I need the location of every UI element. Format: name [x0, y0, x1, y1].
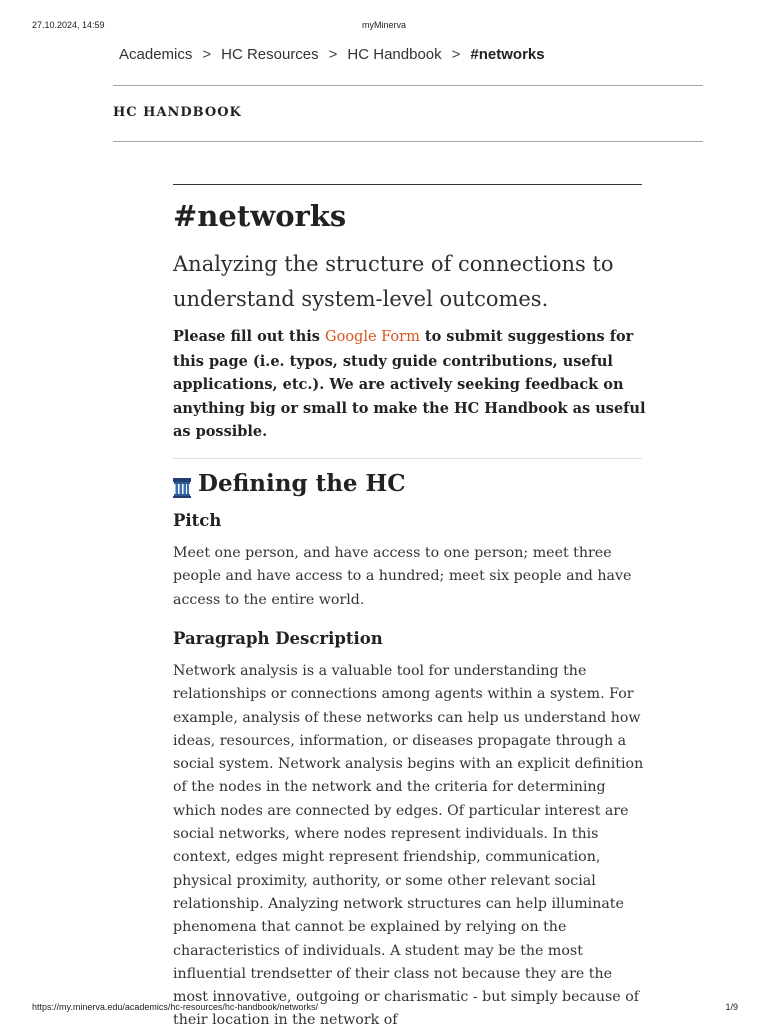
title-divider	[173, 184, 642, 185]
print-footer	[0, 984, 768, 1024]
google-form-link[interactable]: Google Form	[325, 329, 420, 345]
notice-text-after: to submit suggestions for this page (i.e. typos, study guide contributions, useful applications, etc.). We are actively seeking feedback on anything big or small to make the HC Handbook as useful as possible.	[173, 328, 646, 440]
divider	[173, 458, 642, 459]
print-datetime: 27.10.2024, 14:59	[32, 20, 105, 30]
print-window-title: myMinerva	[361, 20, 406, 30]
page-title: #networks	[173, 199, 347, 233]
section-label: HC HANDBOOK	[113, 105, 242, 120]
breadcrumb-separator: >	[451, 46, 461, 63]
feedback-notice	[173, 325, 648, 444]
pillar-icon	[173, 474, 191, 494]
breadcrumb-academics[interactable]: Academics	[119, 46, 193, 63]
pitch-heading: Pitch	[173, 511, 222, 530]
paragraph-description-text: Network analysis is a valuable tool for understanding the relationships or connections among agents within a system. For example, analysis of these networks can help us understand how ideas, resources, information, or diseases propagate through a social system. Network analysis begins with an explicit definition of the nodes in the network and the criteria for determining which nodes are connected by edges. Of particular interest are social networks, where nodes represent individuals. In this context, edges might represent friendship, communication, physical proximity, authority, or some other relevant social relationship. Analyzing network structures can help illuminate phenomena that cannot be explained by relying on the characteristics of individuals. A student may be the most influential trendsetter of their class not because they are the most innovative, outgoing or charismatic - but simply because of their location in the network of	[173, 663, 644, 1029]
breadcrumb-hc-handbook[interactable]: HC Handbook	[347, 46, 442, 63]
page-subtitle: Analyzing the structure of connections to understand system-level outcomes.	[173, 252, 614, 311]
breadcrumb-hc-resources[interactable]: HC Resources	[221, 46, 319, 63]
defining-heading	[173, 467, 643, 501]
breadcrumb-separator: >	[328, 46, 338, 63]
breadcrumb-separator: >	[202, 46, 212, 63]
print-header	[0, 0, 768, 40]
divider	[113, 141, 703, 142]
print-url: https://my.minerva.edu/academics/hc-resources/hc-handbook/networks/	[32, 1002, 318, 1012]
breadcrumb	[119, 46, 545, 63]
paragraph-description-heading: Paragraph Description	[173, 629, 383, 648]
breadcrumb-current: #networks	[470, 46, 545, 63]
defining-heading-text: Defining the HC	[198, 470, 406, 497]
notice-text-before: Please fill out this	[173, 328, 325, 345]
divider	[113, 85, 703, 86]
pitch-text: Meet one person, and have access to one person; meet three people and have access to a hundred; meet six people and have access to the entire world.	[173, 545, 632, 608]
page-indicator: 1/9	[725, 1002, 738, 1012]
